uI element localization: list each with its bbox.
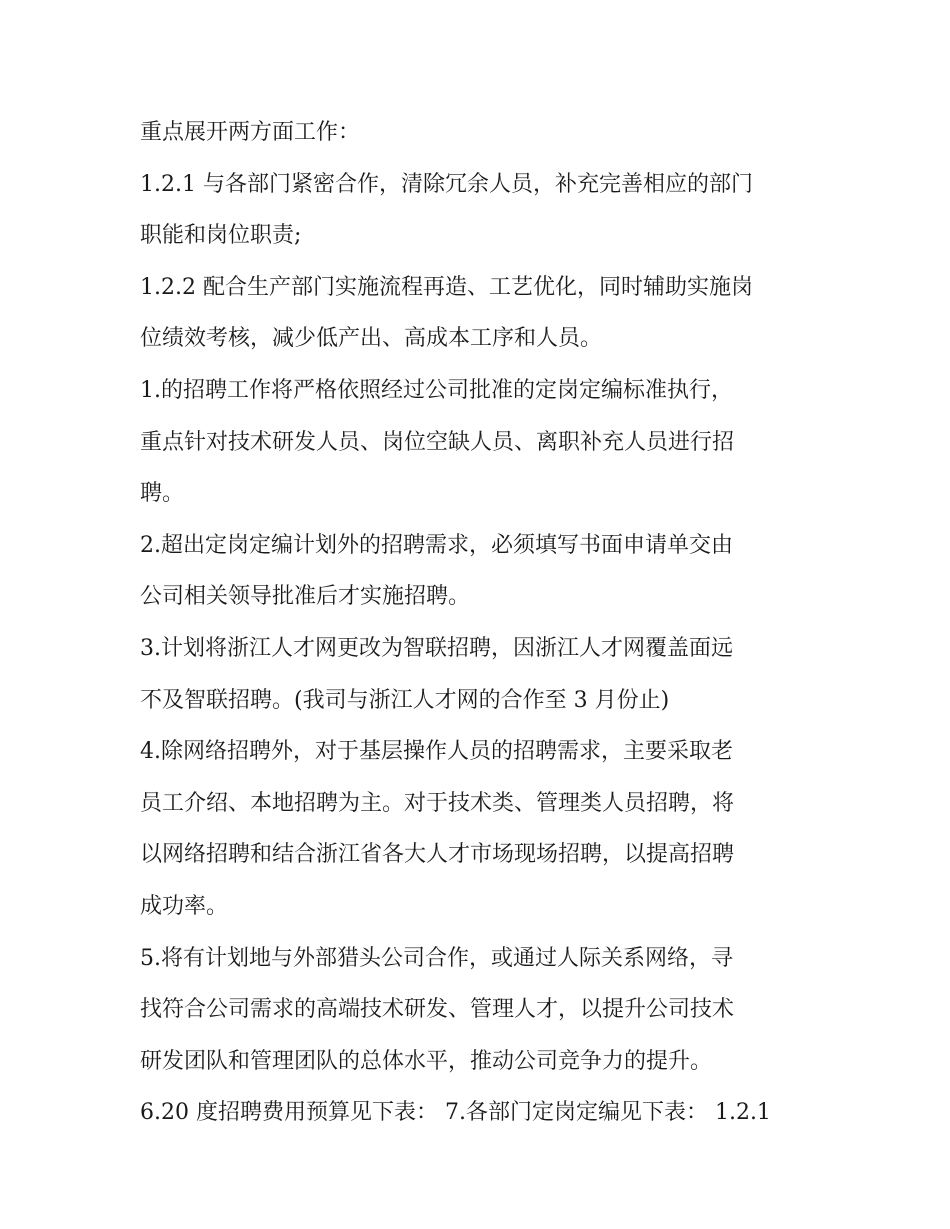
text-line: 2.超出定岗定编计划外的招聘需求，必须填写书面申请单交由 [140, 532, 733, 558]
text-line: 公司相关领导批准后才实施招聘。 [140, 584, 471, 610]
document-body [140, 107, 820, 1139]
text-line: 3.计划将浙江人才网更改为智联招聘，因浙江人才网覆盖面远 [140, 635, 733, 661]
text-line: 1.2.2 配合生产部门实施流程再造、工艺优化，同时辅助实施岗 [140, 274, 753, 300]
text-line: 6.20 度招聘费用预算见下表： 7.各部门定岗定编见下表： 1.2.1 [140, 1100, 771, 1126]
text-line: 4.除网络招聘外，对于基层操作人员的招聘需求，主要采取老 [140, 739, 733, 765]
text-line: 找符合公司需求的高端技术研发、管理人才，以提升公司技术 [140, 997, 735, 1023]
text-line: 不及智联招聘。(我司与浙江人才网的合作至 3 月份止) [140, 687, 670, 713]
text-line: 员工介绍、本地招聘为主。对于技术类、管理类人员招聘，将 [140, 790, 735, 816]
text-line: 重点针对技术研发人员、岗位空缺人员、离职补充人员进行招 [140, 429, 735, 455]
text-line: 以网络招聘和结合浙江省各大人才市场现场招聘，以提高招聘 [140, 842, 735, 868]
text-line: 职能和岗位职责; [140, 223, 302, 249]
text-line: 1.的招聘工作将严格依照经过公司批准的定岗定编标准执行， [140, 377, 733, 403]
text-line: 位绩效考核，减少低产出、高成本工序和人员。 [140, 326, 603, 352]
text-line: 重点展开两方面工作： [140, 120, 361, 145]
text-line: 成功率。 [140, 893, 229, 919]
text-line: 研发团队和管理团队的总体水平，推动公司竞争力的提升。 [140, 1048, 713, 1074]
text-line: 1.2.1 与各部门紧密合作，清除冗余人员，补充完善相应的部门 [140, 171, 753, 197]
text-line: 5.将有计划地与外部猎头公司合作，或通过人际关系网络，寻 [140, 945, 733, 971]
text-line: 聘。 [140, 481, 185, 507]
